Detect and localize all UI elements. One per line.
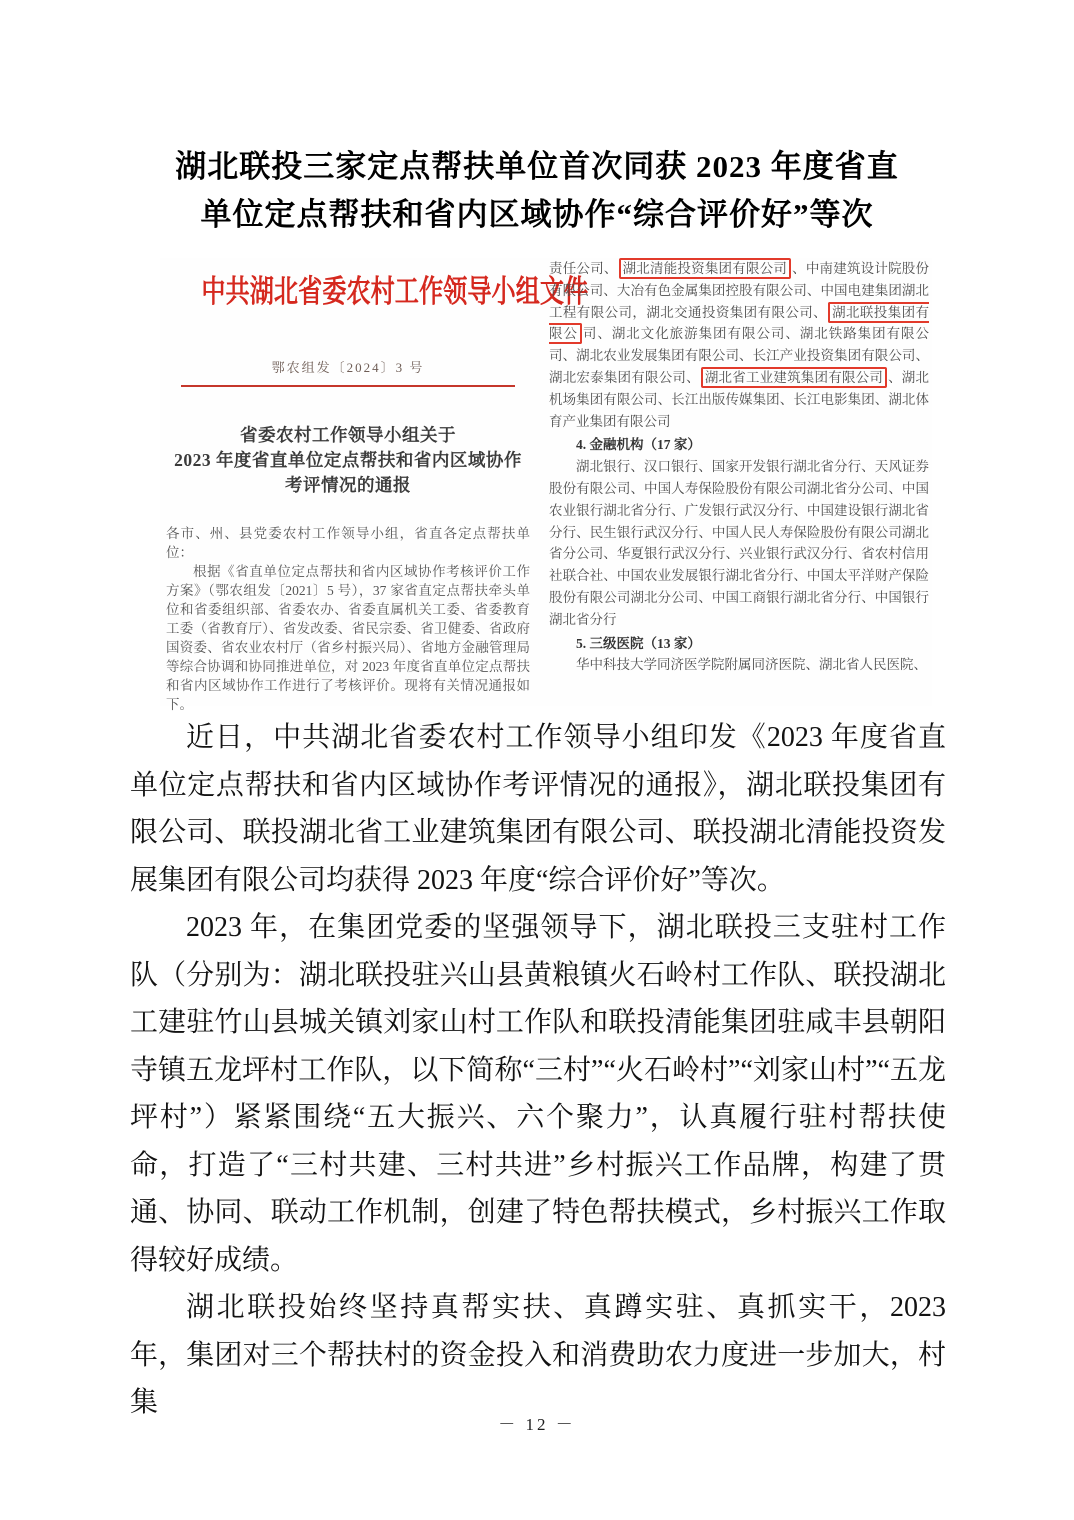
highlight-box-qingneng: 湖北清能投资集团有限公司 [619,258,792,279]
red-divider-line [181,385,515,387]
highlight-box-liantou: 湖北联投集团有限公 [549,302,929,345]
letterhead-title: 中共湖北省委农村工作领导小组文件 [201,274,589,309]
company-list-segment: 责任公司、 [549,261,618,276]
page-title [80,143,994,239]
article-paragraph-3: 湖北联投始终坚持真帮实扶、真蹲实驻、真抓实干，2023 年，集团对三个帮扶村的资金投入和消费助农力度进一步加大，村集 [130,1292,946,1418]
section-heading-hospitals: 5. 三级医院（13 家） [576,635,701,651]
notice-right-paragraph-3: 华中科技大学同济医学院附属同济医院、湖北省人民医院、 [576,657,927,673]
company-list-segment: 、中南建筑设计院股份有限公司、大冶有色金属集团控股有限公司、中国电建集团湖北工程有限公司，湖北交通投资集团有限公司、 [549,261,930,320]
doc-number: 鄂农组发〔2024〕3 号 [271,360,425,375]
notice-title-line-1: 省委农村工作领导小组关于 [240,425,456,445]
article-paragraph-1: 近日，中共湖北省委农村工作领导小组印发《2023 年度省直单位定点帮扶和省内区域协作考评情况的通报》，湖北联投集团有限公司、联投湖北省工业建筑集团有限公司、联投湖北清能投资发展集团有限公司均获得 2023 年度“综合评价好”等次。 [130,722,946,896]
company-list-segment: 司、湖北文化旅游集团有限公司、湖北铁路集团有限公司、湖北农业发展集团有限公司、长江产业投资集团有限公司、湖北宏泰集团有限公司、 [549,326,930,385]
notice-title-line-3: 考评情况的通报 [285,475,411,495]
section-heading-finance: 4. 金融机构（17 家） [576,437,701,453]
notice-right-paragraph-2: 湖北银行、汉口银行、国家开发银行湖北省分行、天风证券股份有限公司、中国人寿保险股份有限公司湖北省分公司、中国农业银行湖北省分行、广发银行武汉分行、中国建设银行湖北省分行、民生银行武汉分行、中国人民人寿保险股份有限公司湖北省分公司、华夏银行武汉分行、兴业银行武汉分行、省农村信用社联合社、中国农业发展银行湖北省分行、中国太平洋财产保险股份有限公司湖北分公司、中国工商银行湖北省分行、中国银行湖北省分行 [549,459,929,627]
scan-right-page [546,258,932,676]
notice-left-body [160,524,536,714]
article-body [130,714,946,1427]
page-title-line-1: 湖北联投三家定点帮扶单位首次同获 2023 年度省直 [175,148,899,184]
notice-scan-image [160,258,932,712]
page-title-line-2: 单位定点帮扶和省内区域协作“综合评价好”等次 [200,196,874,232]
notice-salutation: 各市、州、县党委农村工作领导小组，省直各定点帮扶单位： [166,526,530,560]
page-number: － 12 － [498,1415,576,1434]
notice-title [160,423,536,498]
notice-right-paragraph-1 [549,258,929,432]
article-paragraph-2: 2023 年，在集团党委的坚强领导下，湖北联投三支驻村工作队（分别为：湖北联投驻兴山县黄粮镇火石岭村工作队、联投湖北工建驻竹山县城关镇刘家山村工作队和联投清能集团驻咸丰县朝阳寺镇五龙坪村工作队，以下简称“三村”“火石岭村”“刘家山村”“五龙坪村”）紧紧围绕“五大振兴、六个聚力”，认真履行驻村帮扶使命，打造了“三村共建、三村共进”乡村振兴工作品牌，构建了贯通、协同、联动工作机制，创建了特色帮扶模式，乡村振兴工作取得较好成绩。 [130,912,946,1276]
highlight-box-gongjian: 湖北省工业建筑集团有限公司 [701,367,887,388]
company-list-segment: 、湖北机场集团有限公司、长江出版传媒集团、长江电影集团、湖北体育产业集团有限公司 [549,369,930,429]
notice-left-paragraph: 根据《省直单位定点帮扶和省内区域协作考核评价工作方案》（鄂农组发〔2021〕5 号），37 家省直定点帮扶牵头单位和省委组织部、省委农办、省委直属机关工委、省委教育工委（省教育厅）、省发改委、省民宗委、省卫健委、省政府国资委、省农业农村厅（省乡村振兴局）、省地方金融管理局等综合协调和协同推进单位，对 2023 年度省直单位定点帮扶和省内区域协作工作进行了考核评价。现将有关情况通报如下。 [166,564,530,712]
notice-title-line-2: 2023 年度省直单位定点帮扶和省内区域协作 [174,450,522,470]
